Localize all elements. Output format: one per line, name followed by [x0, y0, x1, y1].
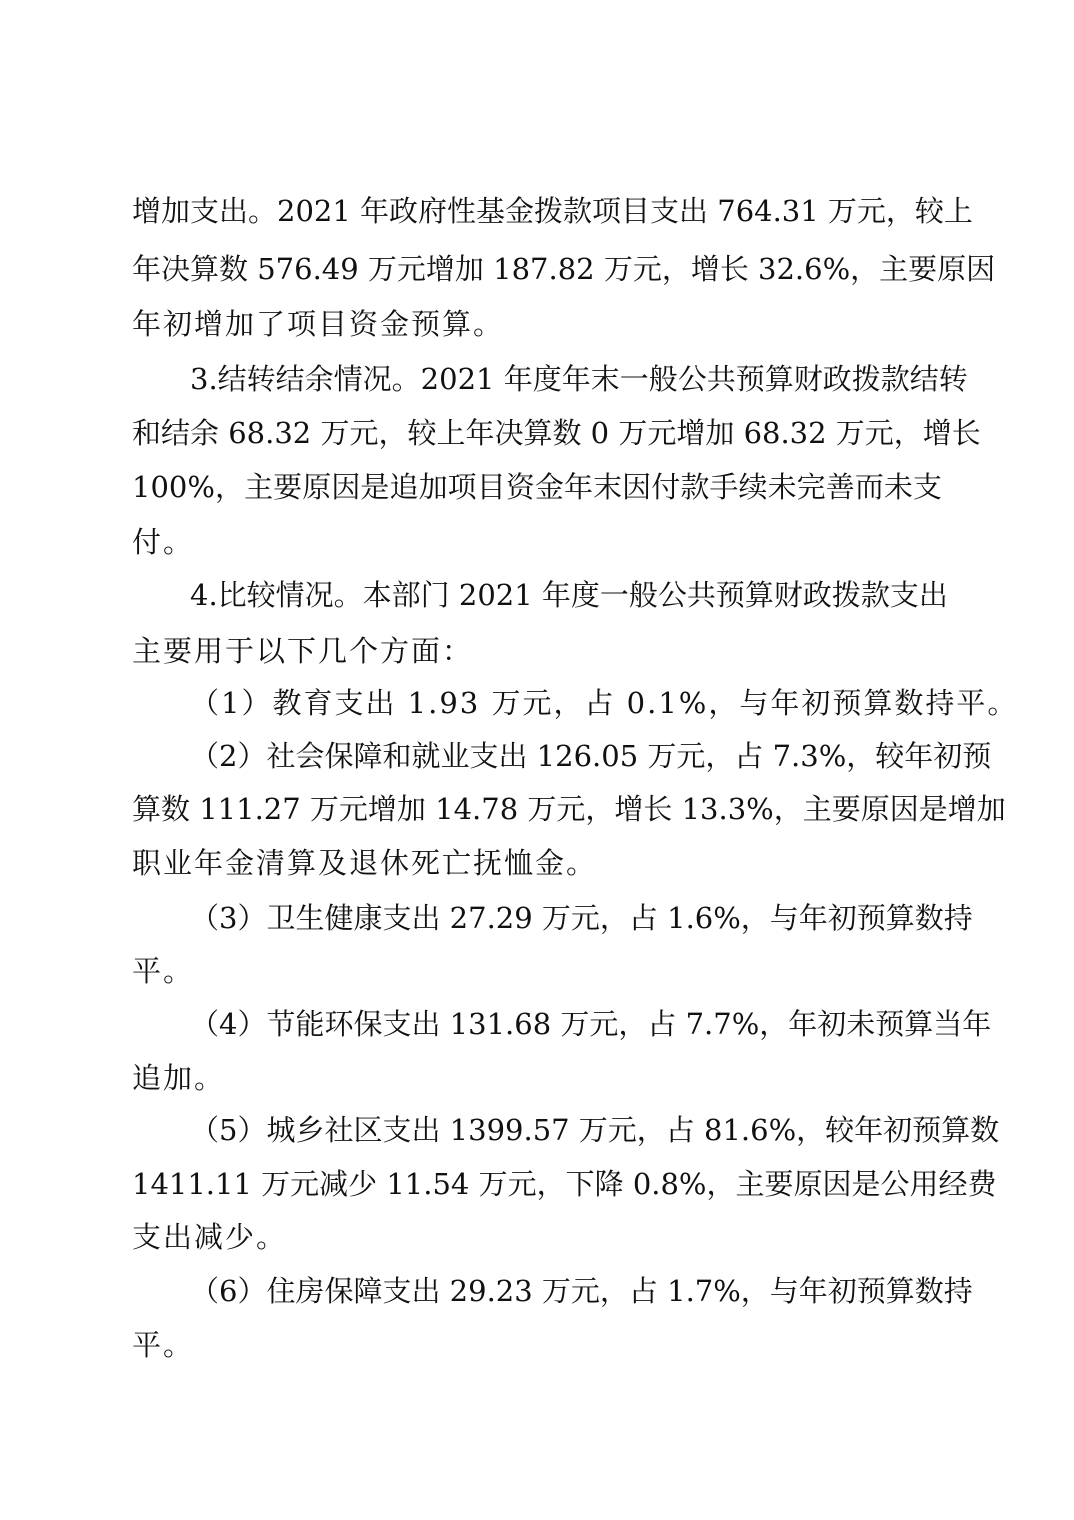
- text-line: 主要用于以下几个方面：: [132, 634, 474, 668]
- text-line: （1）教育支出 1.93 万元，占 0.1%，与年初预算数持平。: [190, 686, 1019, 720]
- text-line: 追加。: [132, 1061, 226, 1095]
- text-line: 年初增加了项目资金预算。: [132, 307, 505, 341]
- text-line: 增加支出。2021 年政府性基金拨款项目支出 764.31 万元，较上: [132, 194, 973, 228]
- text-line: 职业年金清算及退休死亡抚恤金。: [132, 846, 598, 880]
- text-line: 4.比较情况。本部门 2021 年度一般公共预算财政拨款支出: [190, 578, 948, 612]
- text-line: 3.结转结余情况。2021 年度年末一般公共预算财政拨款结转: [190, 362, 968, 396]
- text-line: 和结余 68.32 万元，较上年决算数 0 万元增加 68.32 万元，增长: [132, 416, 981, 450]
- text-line: （5）城乡社区支出 1399.57 万元，占 81.6%，较年初预算数: [190, 1113, 1000, 1147]
- text-line: 平。: [132, 954, 195, 988]
- text-line: 1411.11 万元减少 11.54 万元，下降 0.8%，主要原因是公用经费: [132, 1167, 997, 1201]
- text-line: （4）节能环保支出 131.68 万元，占 7.7%，年初未预算当年: [190, 1007, 992, 1041]
- text-line: 算数 111.27 万元增加 14.78 万元，增长 13.3%，主要原因是增加: [132, 792, 1006, 826]
- text-line: （3）卫生健康支出 27.29 万元，占 1.6%，与年初预算数持: [190, 901, 973, 935]
- text-line: 支出减少。: [132, 1220, 288, 1254]
- text-line: 年决算数 576.49 万元增加 187.82 万元，增长 32.6%，主要原因: [132, 252, 996, 286]
- text-line: （6）住房保障支出 29.23 万元，占 1.7%，与年初预算数持: [190, 1274, 973, 1308]
- text-line: 付。: [132, 525, 195, 559]
- text-line: （2）社会保障和就业支出 126.05 万元，占 7.3%，较年初预: [190, 739, 992, 773]
- text-line: 100%，主要原因是追加项目资金年末因付款手续未完善而未支: [132, 470, 942, 504]
- text-line: 平。: [132, 1328, 195, 1362]
